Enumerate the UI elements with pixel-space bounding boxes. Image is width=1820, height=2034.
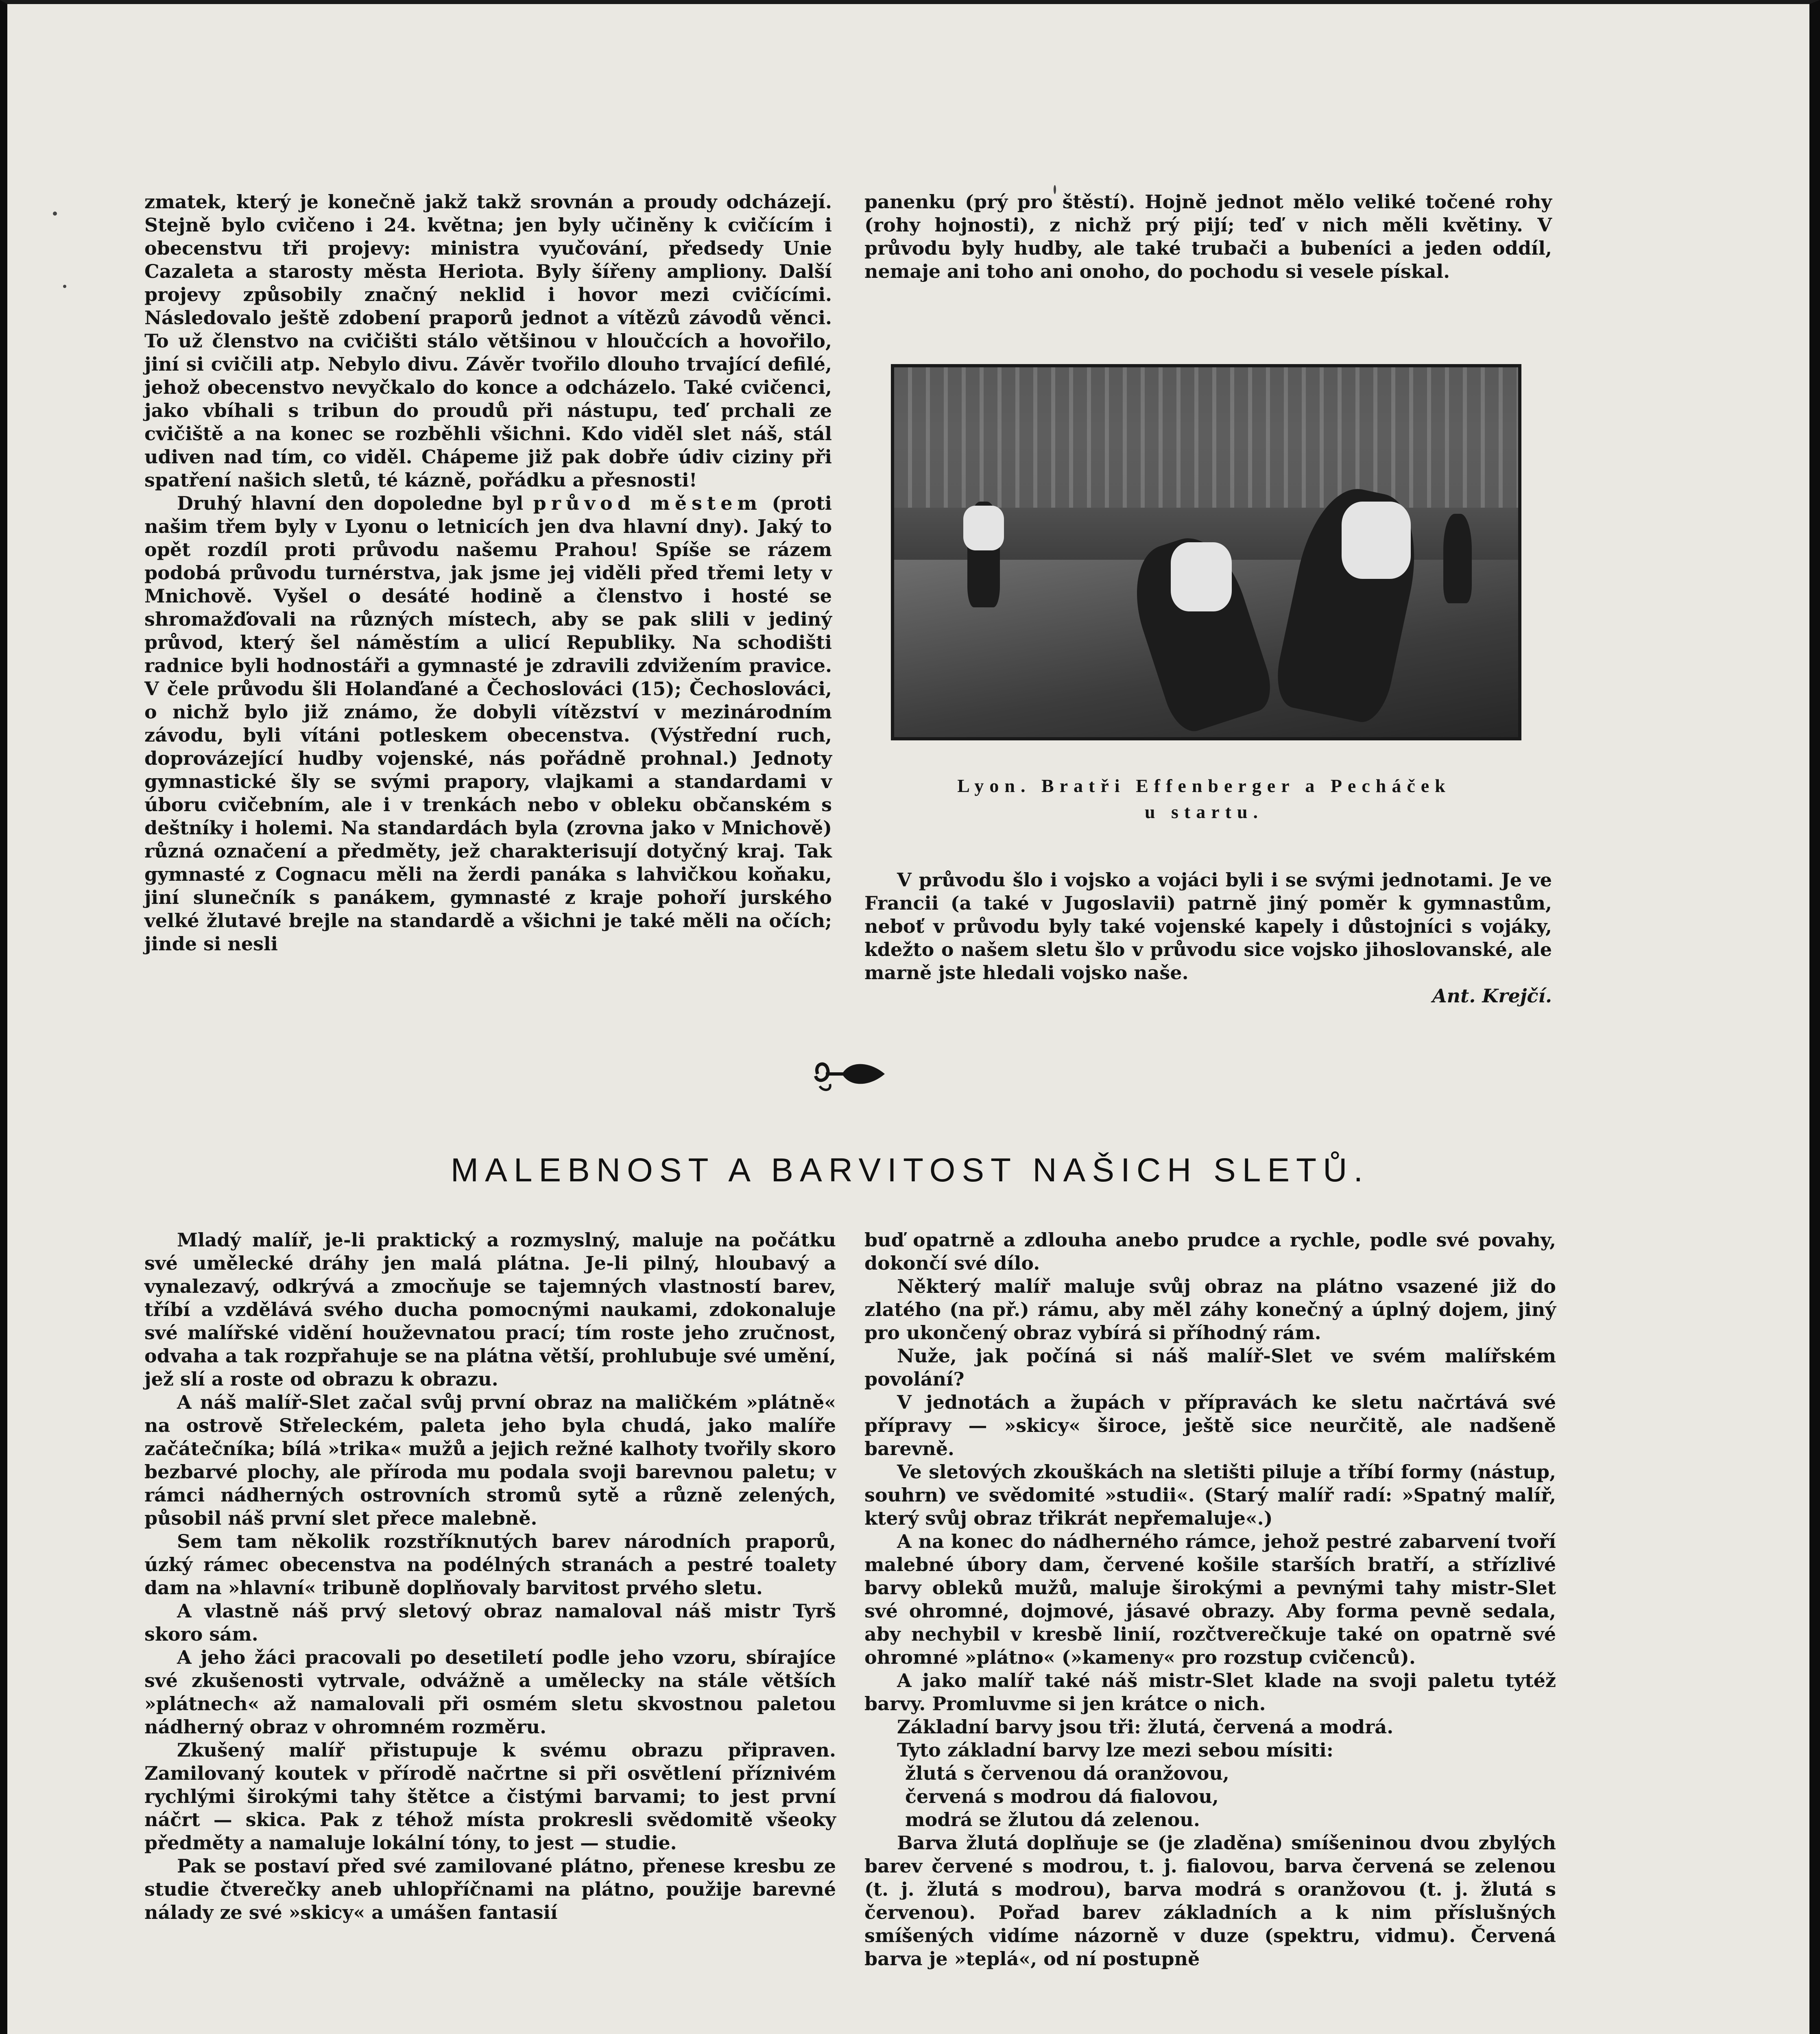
paragraph xyxy=(144,492,832,956)
paragraph: A jeho žáci pracovali po desetiletí podle jeho vzoru, sbírajíce své zkušenosti vytrvale, odvážně a umělecky na stále větších »plátnech« až namalovali při osmém sletu skvostnou paletou nádherný obraz v ohromném rozměru. xyxy=(144,1646,836,1738)
paragraph: panenku (prý pro štěstí). Hojně jednot mělo veliké točené rohy (rohy hojnosti), z nichž prý pijí; teď v nich měli květiny. V průvodu byly hudby, ale také trubači a bubeníci a jeden oddíl, nemaje ani toho ani onoho, do pochodu si vesele pískal. xyxy=(864,191,1552,282)
color-list-intro: Tyto základní barvy lze mezi sebou mísiti: xyxy=(897,1739,1333,1761)
paragraph: buď opatrně a zdlouha anebo prudce a rychle, podle své povahy, dokončí své dílo. xyxy=(864,1229,1556,1274)
paragraph: Barva žlutá doplňuje se (je zladěna) smíšeninou dvou zbylých barev červené s modrou, t. j. fialovou, barva červená se zelenou (t. j. žlutá s modrou), barva modrá s oranžovou (t. j. žlutá s červenou). Pořad barev základních a k nim příslušných smíšených vidíme názorně v duze (spektru, vidmu). Červená barva je »teplá«, od ní postupně xyxy=(864,1832,1556,1970)
print-speck xyxy=(53,212,57,216)
photo-figure-shirt xyxy=(1171,542,1232,611)
paragraph: A náš malíř-Slet začal svůj první obraz na maličkém »plátně« na ostrově Střeleckém, paleta jeho byla chudá, jako malíře začátečníka; bílá »trika« mužů a jejich režné kalhoty tvořily skoro bezbarvé plochy, ale příroda mu podala svoji barevnou paletu; v rámci nádherných ostrovních stromů sytě a různě zelených, působil náš první slet přece malebně. xyxy=(144,1391,836,1529)
paragraph: A vlastně náš prvý sletový obraz namaloval náš mistr Tyrš skoro sám. xyxy=(144,1600,836,1645)
color-list-intro: Základní barvy jsou tři: žlutá, červená a modrá. xyxy=(897,1716,1394,1738)
paragraph: Mladý malíř, je-li praktický a rozmyslný, maluje na počátku své umělecké dráhy jen malá plátna. Je-li pilný, hloubavý a vynalezavý, odkrývá a zmocňuje se tajemných vlastností barev, tříbí a vzdělává svého ducha pomocnými naukami, zdokonaluje své malířské vidění houževnatou prací; tím roste jeho zručnost, odvaha a tak rozpřahuje se na plátna větší, prohlubuje své umění, jež slí a roste od obrazu k obrazu. xyxy=(144,1229,836,1390)
paragraph: Pak se postaví před své zamilované plátno, přenese kresbu ze studie čtverečky aneb uhlopříčnami na plátno, použije barevné nálady ze své »skicy« a umášen fantasií xyxy=(144,1855,836,1923)
article-headline: MALEBNOST A BARVITOST NAŠICH SLETŮ. xyxy=(450,1152,1370,1189)
photo-figure-shirt xyxy=(1342,502,1411,579)
color-mix-item: modrá se žlutou dá zelenou. xyxy=(905,1809,1200,1831)
color-mix-item: červená s modrou dá fialovou, xyxy=(905,1785,1219,1807)
article-column-bottom-left xyxy=(144,1229,836,2034)
article-column-top-left xyxy=(144,190,832,1020)
paragraph: Sem tam několik rozstříknutých barev národních praporů, úzký rámec obecenstva na podélných stranách a pestré toalety dam na »hlavní« tribuně doplňovaly barvitost prvého sletu. xyxy=(144,1530,836,1599)
author-signature: Ant. Krejčí. xyxy=(1432,985,1552,1007)
paragraph: V průvodu šlo i vojsko a vojáci byli i se svými jednotami. Je ve Francii (a také v Jugoslavii) patrně jiný poměr k gymnastům, neboť v průvodu byly také vojenské kapely i důstojníci s vojáky, kdežto o našem sletu šlo v průvodu sice vojsko jihoslovanské, ale marně jste hledali vojsko naše. xyxy=(864,869,1552,984)
paragraph: Některý malíř maluje svůj obraz na plátno vsazené již do zlatého (na př.) rámu, aby měl záhy konečný a úplný dojem, jiný pro ukončený obraz vybírá si příhodný rám. xyxy=(864,1275,1556,1344)
paragraph: zmatek, který je konečně jakž takž srovnán a proudy odcházejí. Stejně bylo cvičeno i 24. května; jen byly učiněny k cvičícím i obecenstvu tři projevy: ministra vyučování, předsedy Unie Cazaleta a starosty města Heriota. Byly šířeny ampliony. Další projevy způsobily značný neklid i hovor mezi cvičícími. Následovalo ještě zdobení praporů jednot a vítězů závodů věnci. To už členstvo na cvičišti stálo většinou v hloučcích a hovořilo, jiní si cvičili atp. Nebylo divu. Závěr tvořilo dlouho trvající defilé, jehož obecenstvo nevyčkalo do konce a odcházelo. Také cvičenci, jako vbíhali s tribun do proudů při nástupu, teď prchali ze cvičiště a na konec se rozběhli všichni. Kdo viděl slet náš, stál udiven nad tím, co viděl. Chápeme již pak dobře údiv ciziny při spatření našich sletů, té kázně, pořádku a přesnosti! xyxy=(144,191,832,491)
photo-caption-line: Lyon. Bratři Effenberger a Pecháček xyxy=(957,775,1451,796)
photo-stadium-stands xyxy=(894,367,1518,508)
leaf-ornament-icon xyxy=(810,1052,891,1096)
photo-runners-at-start xyxy=(891,364,1521,740)
spaced-emphasis: průvod městem xyxy=(533,492,762,514)
photo-caption-line: u startu. xyxy=(1144,801,1264,822)
paragraph-text: Druhý hlavní den dopoledne byl xyxy=(177,492,533,514)
paragraph: V jednotách a župách v přípravách ke sletu načrtává své přípravy — »skicy« široce, ještě sice neurčitě, ale nadšeně barevně. xyxy=(864,1391,1556,1460)
photo-caption xyxy=(887,773,1521,825)
paragraph: Ve sletových zkouškách na sletišti piluje a tříbí formy (nástup, souhrn) ve svědomité »studii«. (Starý malíř radí: »Spatný malíř, který svůj obraz třikrát nepřemaluje«.) xyxy=(864,1461,1556,1529)
paragraph: Nuže, jak počíná si náš malíř-Slet ve svém malířském povolání? xyxy=(864,1345,1556,1390)
photo-figure-shirt xyxy=(963,506,1004,550)
article-column-bottom-right xyxy=(864,1229,1556,2034)
photo-figure xyxy=(1443,514,1472,603)
print-speck xyxy=(63,285,66,288)
paragraph: A na konec do nádherného rámce, jehož pestré zabarvení tvoří malebné úbory dam, červené košile starších bratří, a střízlivé barvy obleků mužů, maluje širokými a pevnými tahy mistr-Slet své ohromné, dojmové, jásavé obrazy. Aby forma pevně sedala, aby nechybil v kresbě linií, rozčtverečkuje také on opatrně své ohromné »plátno« (»kameny« pro rozstup cvičenců). xyxy=(864,1530,1556,1668)
paragraph: A jako malíř také náš mistr-Slet klade na svoji paletu tytéž barvy. Promluvme si jen krátce o nich. xyxy=(864,1670,1556,1715)
article-column-top-right-continued xyxy=(864,869,1552,1023)
paragraph-text: (proti našim třem byly v Lyonu o letnicích jen dva hlavní dny). Jaký to opět rozdíl proti průvodu našemu Prahou! Spíše se rázem podobá průvodu turnérstva, jak jsme jej viděli před třemi lety v Mnichově. Vyšel o desáté hodině a členstvo i hosté se shromažďovali na různých místech, aby se pak slili v jediný průvod, který šel náměstím a ulicí Republiky. Na schodišti radnice byli hodnostáři a gymnasté je zdravili zdvižením pravice. V čele průvodu šli Holanďané a Čechoslováci (15); Čechoslováci, o nichž bylo již známo, že dobyli vítězství v mezinárodním závodu, byli vítáni potleskem obecenstva. (Výstřední ruch, doprovázející hudby vojenské, nás pořádně prohnal.) Jednoty gymnastické šly se svými prapory, vlajkami a standardami v úboru cvičebním, ale i v trenkách nebo v obleku občanském s deštníky i holemi. Na standardách byla (zrovna jako v Mnichově) různá označení a předměty, jež charakterisují dotyčný kraj. Tak gymnasté z Cognacu měli na žerdi panáka s lahvičkou koňaku, jiní slunečník s panákem, gymnasté z kraje pohoří jurského velké žlutavé brejle na standardě a všichni je také měli na očích; jinde si nesli xyxy=(144,492,832,955)
article-column-top-right xyxy=(864,190,1552,312)
color-mix-item: žlutá s červenou dá oranžovou, xyxy=(905,1762,1229,1784)
paragraph: Zkušený malíř přistupuje k svému obrazu připraven. Zamilovaný koutek v přírodě načrtne si při osvětlení příznivém rychlými širokými tahy štětce a čistými barvami; to jest první náčrt — skica. Pak z téhož místa prokresli svědomitě všeoky předměty a namaluje lokální tóny, to jest — studie. xyxy=(144,1739,836,1854)
